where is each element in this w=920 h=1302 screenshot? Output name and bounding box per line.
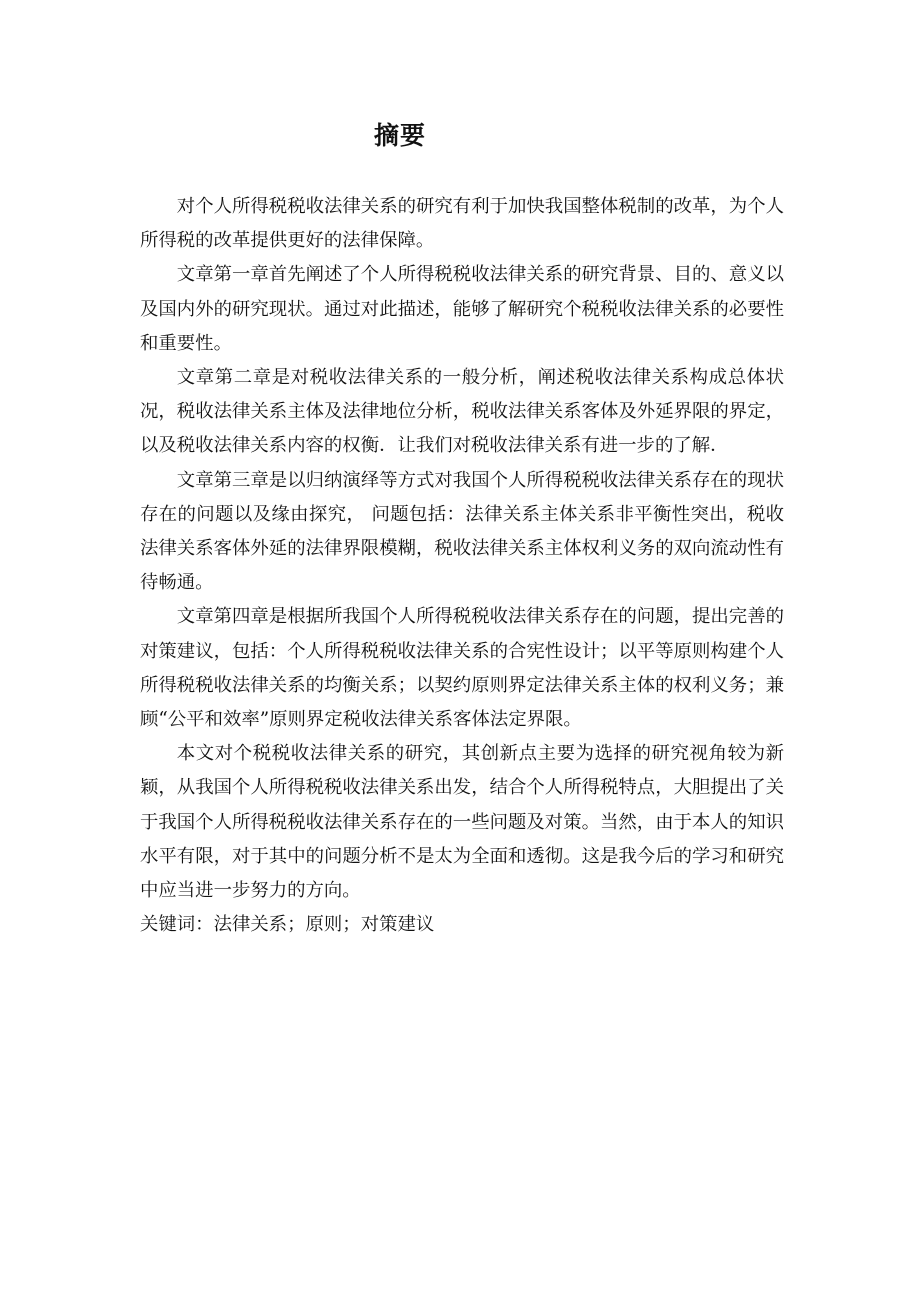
paragraph-chapter-2: 文章第二章是对税收法律关系的一般分析，阐述税收法律关系构成总体状况，税收法律关系主体及法律地位分析，税收法律关系客体及外延界限的界定，以及税收法律关系内容的权衡．让我们对税收法律关系有进一步的了解． bbox=[140, 367, 784, 457]
abstract-body bbox=[140, 190, 784, 942]
paragraph-chapter-1: 文章第一章首先阐述了个人所得税税收法律关系的研究背景、目的、意义以及国内外的研究现状。通过对此描述，能够了解研究个税税收法律关系的必要性和重要性。 bbox=[140, 264, 784, 354]
paragraph-chapter-4: 文章第四章是根据所我国个人所得税税收法律关系存在的问题，提出完善的对策建议，包括：个人所得税税收法律关系的合宪性设计；以平等原则构建个人所得税税收法律关系的均衡关系；以契约原则界定法律关系主体的权利义务；兼顾“公平和效率”原则界定税收法律关系客体法定界限。 bbox=[140, 606, 784, 731]
paragraph-intro: 对个人所得税税收法律关系的研究有利于加快我国整体税制的改革，为个人所得税的改革提供更好的法律保障。 bbox=[140, 196, 784, 252]
paragraph-chapter-3: 文章第三章是以归纳演绎等方式对我国个人所得税税收法律关系存在的现状存在的问题以及缘由探究， 问题包括：法律关系主体关系非平衡性突出，税收法律关系客体外延的法律界限模糊，税收法律关系主体权利义务的双向流动性有待畅通。 bbox=[140, 469, 784, 594]
keywords-line: 关键词：法律关系；原则；对策建议 bbox=[140, 914, 435, 936]
paragraph-innovation: 本文对个税税收法律关系的研究，其创新点主要为选择的研究视角较为新颖，从我国个人所得税税收法律关系出发，结合个人所得税特点，大胆提出了关于我国个人所得税税收法律关系存在的一些问题及对策。当然，由于本人的知识水平有限，对于其中的问题分析不是太为全面和透彻。这是我今后的学习和研究中应当进一步努力的方向。 bbox=[140, 743, 784, 902]
page-title: 摘要 bbox=[373, 121, 426, 150]
